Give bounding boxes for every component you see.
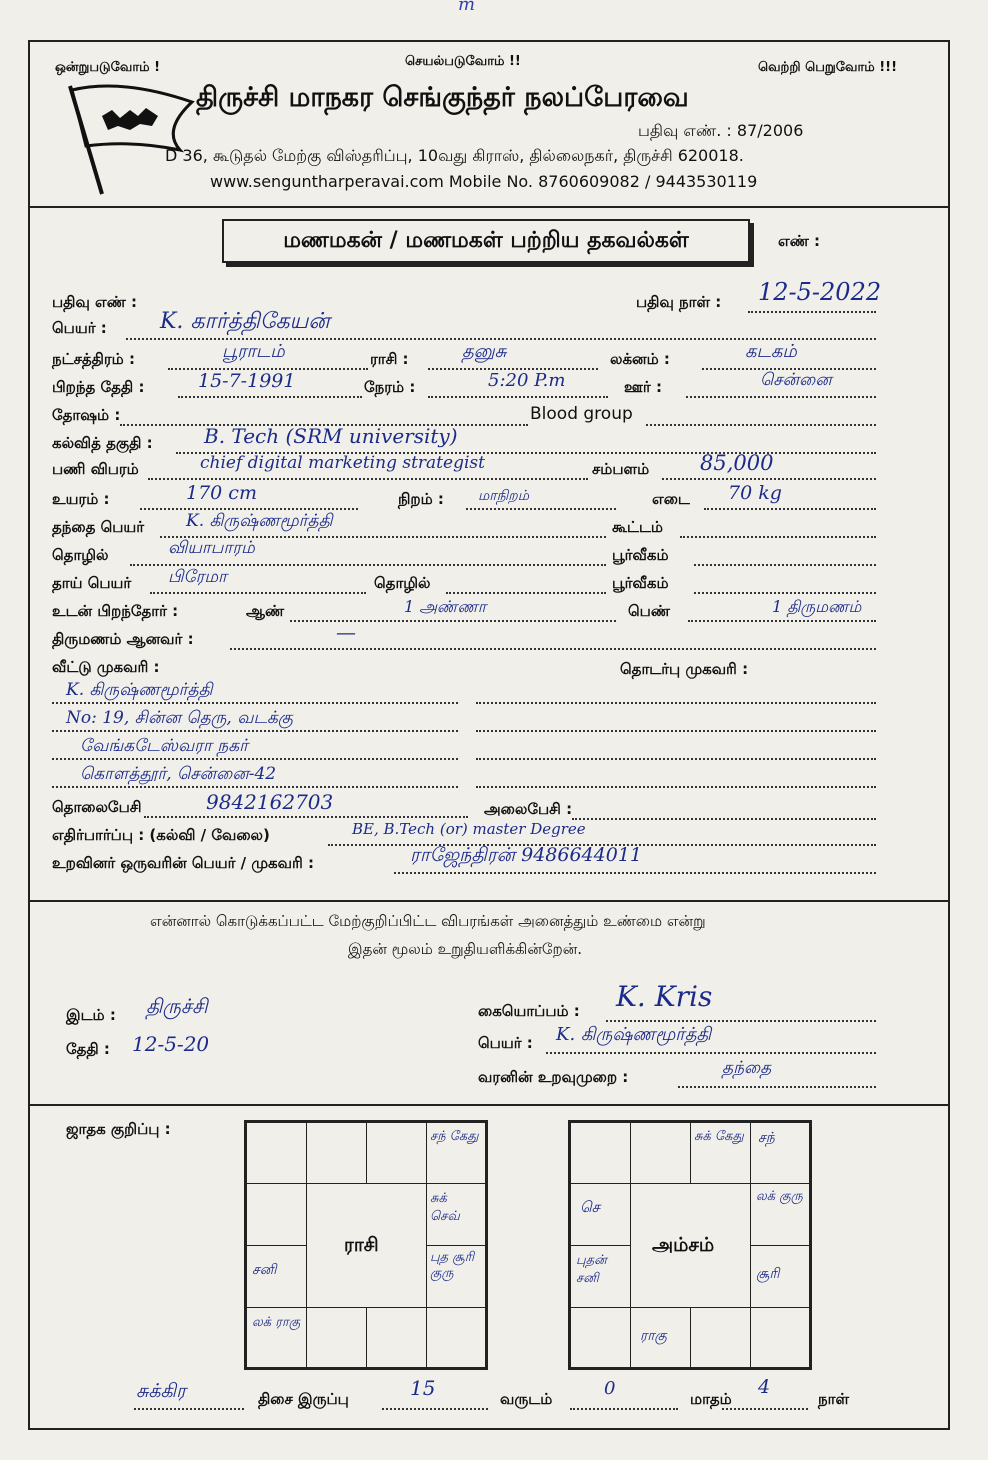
- amsam-cell-3: சுக் கேது: [694, 1129, 744, 1144]
- form-number-label: எண் :: [778, 232, 821, 250]
- place-sign-value: திருச்சி: [146, 994, 208, 1018]
- height-label: உயரம் :: [52, 490, 110, 508]
- father-name-value: K. கிருஷ்ணமூர்த்தி: [186, 511, 333, 531]
- weight-label: எடை: [652, 490, 690, 508]
- phone-value: 9842162703: [206, 790, 334, 814]
- salary-label: சம்பளம்: [592, 460, 650, 478]
- salary-value: 85,000: [700, 451, 774, 475]
- amsam-cell-5: லக் குரு: [756, 1189, 803, 1204]
- job-value: chief digital marketing strategist: [200, 453, 485, 473]
- married-label: திருமணம் ஆனவர் :: [52, 630, 194, 648]
- native-label: பூர்வீகம்: [612, 546, 669, 564]
- color-value: மாநிறம்: [478, 488, 529, 504]
- slogan-left: ஒன்றுபடுவோம் !: [55, 60, 161, 75]
- place-sign-label: இடம் :: [66, 1006, 116, 1024]
- org-address: D 36, கூடுதல் மேற்கு விஸ்தரிப்பு, 10வது கிராஸ், தில்லைநகர், திருச்சி 620018.: [165, 146, 744, 165]
- name-value: K. கார்த்திகேயன்: [160, 309, 330, 334]
- form-title: மணமகன் / மணமகள் பற்றிய தகவல்கள்: [222, 219, 750, 263]
- declaration-line-2: இதன் மூலம் உறுதியளிக்கின்றேன்.: [348, 940, 583, 958]
- days-value: 4: [758, 1376, 771, 1398]
- amsam-cell-4: சந்: [758, 1130, 775, 1146]
- signature-value: K. Kris: [616, 980, 713, 1013]
- kootam-label: கூட்டம்: [612, 518, 663, 536]
- occupation-label: தொழில்: [52, 546, 109, 564]
- star-value: பூராடம்: [222, 341, 285, 362]
- mother-native-label: பூர்வீகம்: [612, 574, 669, 592]
- siblings-female-label: பெண்: [628, 602, 670, 620]
- relation-value: தந்தை: [722, 1058, 772, 1078]
- relative-value: ராஜேந்திரன் 9486644011: [410, 844, 642, 866]
- declaration-divider: [28, 900, 950, 902]
- amsam-cell-9: ராகு: [640, 1328, 667, 1344]
- job-label: பணி விபரம்: [52, 460, 139, 478]
- flag-logo-icon: [62, 80, 202, 198]
- mother-name-label: தாய் பெயர்: [52, 574, 132, 592]
- mother-name-value: பிரேமா: [168, 567, 227, 587]
- expectation-label: எதிர்பார்ப்பு : (கல்வி / வேலை): [52, 826, 270, 844]
- amsam-cell-11: புதன் சனி: [576, 1253, 607, 1286]
- siblings-female-value: 1 திருமணம்: [772, 597, 862, 616]
- dob-label: பிறந்த தேதி :: [52, 378, 145, 396]
- education-label: கல்வித் தகுதி :: [52, 434, 153, 452]
- dob-value: 15-7-1991: [198, 370, 296, 392]
- rasi-cell-11: லக் ராகு: [252, 1315, 301, 1330]
- signature-label: கையொப்பம் :: [478, 1002, 580, 1020]
- reg-date-label: பதிவு நாள் :: [636, 293, 722, 311]
- time-value: 5:20 P.m: [488, 370, 566, 391]
- address-line-1: K. கிருஷ்ணமூர்த்தி: [66, 680, 213, 700]
- months-value: 0: [604, 1378, 616, 1399]
- siblings-label: உடன் பிறந்தோர் :: [52, 602, 179, 620]
- reg-no-label: பதிவு எண் :: [52, 293, 138, 311]
- star-label: நட்சத்திரம் :: [52, 350, 135, 368]
- signer-name-label: பெயர் :: [478, 1034, 533, 1052]
- horoscope-divider: [28, 1104, 950, 1106]
- weight-value: 70 kg: [728, 482, 782, 504]
- rasi-center-label: ராசி: [344, 1234, 379, 1256]
- page-mark: m: [458, 0, 476, 15]
- address-line-4: கொளத்தூர், சென்னை-42: [80, 764, 277, 784]
- date-sign-label: தேதி :: [66, 1040, 110, 1058]
- blood-group-label: Blood group: [530, 404, 633, 424]
- occupation-value: வியாபாரம்: [168, 538, 255, 558]
- place-value: சென்னை: [760, 370, 832, 390]
- relation-label: வரனின் உறவுமுறை :: [478, 1068, 629, 1086]
- signer-name-value: K. கிருஷ்ணமூர்த்தி: [556, 1024, 712, 1045]
- time-label: நேரம் :: [364, 378, 416, 396]
- place-label: ஊர் :: [624, 378, 662, 396]
- rasi-cell-6: புத சூரி குரு: [430, 1250, 475, 1281]
- header-divider: [28, 206, 950, 208]
- horoscope-label: ஜாதக குறிப்பு :: [66, 1120, 171, 1138]
- siblings-male-label: ஆண்: [246, 602, 285, 620]
- rasi-cell-12: சனி: [252, 1262, 277, 1278]
- name-label: பெயர் :: [52, 319, 107, 337]
- rasi-cell-5: சுக் செவ்: [430, 1191, 460, 1224]
- relative-label: உறவினர் ஒருவரின் பெயர் / முகவரி :: [52, 854, 314, 872]
- contact-address-label: தொடர்பு முகவரி :: [620, 660, 749, 678]
- amsam-cell-6: சூரி: [756, 1266, 780, 1282]
- dasa-value: சுக்கிர: [136, 1380, 186, 1402]
- married-value: —: [336, 620, 356, 644]
- education-value: B. Tech (SRM university): [204, 424, 458, 448]
- slogan-center: செயல்படுவோம் !!: [405, 54, 521, 69]
- lagnam-label: லக்னம் :: [610, 350, 670, 368]
- expectation-value: BE, B.Tech (or) master Degree: [352, 820, 586, 838]
- registration-number: பதிவு எண். : 87/2006: [638, 121, 804, 140]
- siblings-male-value: 1 அண்ணா: [404, 597, 487, 616]
- color-label: நிறம் :: [398, 490, 444, 508]
- org-name: திருச்சி மாநகர செங்குந்தர் நலப்பேரவை: [196, 82, 689, 113]
- rasi-cell-4: சந் கேது: [430, 1129, 479, 1144]
- years-value: 15: [410, 1376, 436, 1400]
- address-line-2: No: 19, சின்ன தெரு, வடக்கு: [66, 708, 293, 728]
- lagnam-value: கடகம்: [745, 341, 797, 362]
- address-line-3: வேங்கடேஸ்வரா நகர்: [80, 736, 248, 756]
- days-label: நாள்: [818, 1390, 849, 1408]
- org-contact: www.senguntharperavai.com Mobile No. 8760609082 / 9443530119: [210, 172, 758, 191]
- slogan-right: வெற்றி பெறுவோம் !!!: [758, 60, 898, 75]
- amsam-center-label: அம்சம்: [652, 1234, 715, 1256]
- mother-occupation-label: தொழில்: [374, 574, 431, 592]
- years-label: வருடம்: [500, 1390, 553, 1408]
- home-address-label: வீட்டு முகவரி :: [52, 658, 160, 676]
- declaration-line-1: என்னால் கொடுக்கப்பட்ட மேற்குறிப்பிட்ட விபரங்கள் அனைத்தும் உண்மை என்று: [150, 912, 706, 930]
- months-label: மாதம்: [690, 1390, 732, 1408]
- rasi-label: ராசி :: [370, 350, 409, 368]
- date-sign-value: 12-5-20: [132, 1032, 210, 1056]
- reg-date-value: 12-5-2022: [758, 278, 882, 306]
- dasa-label: திசை இருப்பு: [258, 1390, 349, 1408]
- mobile-label: அலைபேசி :: [484, 800, 573, 818]
- phone-label: தொலைபேசி: [52, 798, 142, 816]
- father-name-label: தந்தை பெயர்: [52, 518, 145, 536]
- height-value: 170 cm: [186, 482, 257, 504]
- amsam-cell-12: செ: [580, 1198, 600, 1216]
- dosham-label: தோஷம் :: [52, 406, 121, 424]
- rasi-value: தனுசு: [462, 341, 507, 362]
